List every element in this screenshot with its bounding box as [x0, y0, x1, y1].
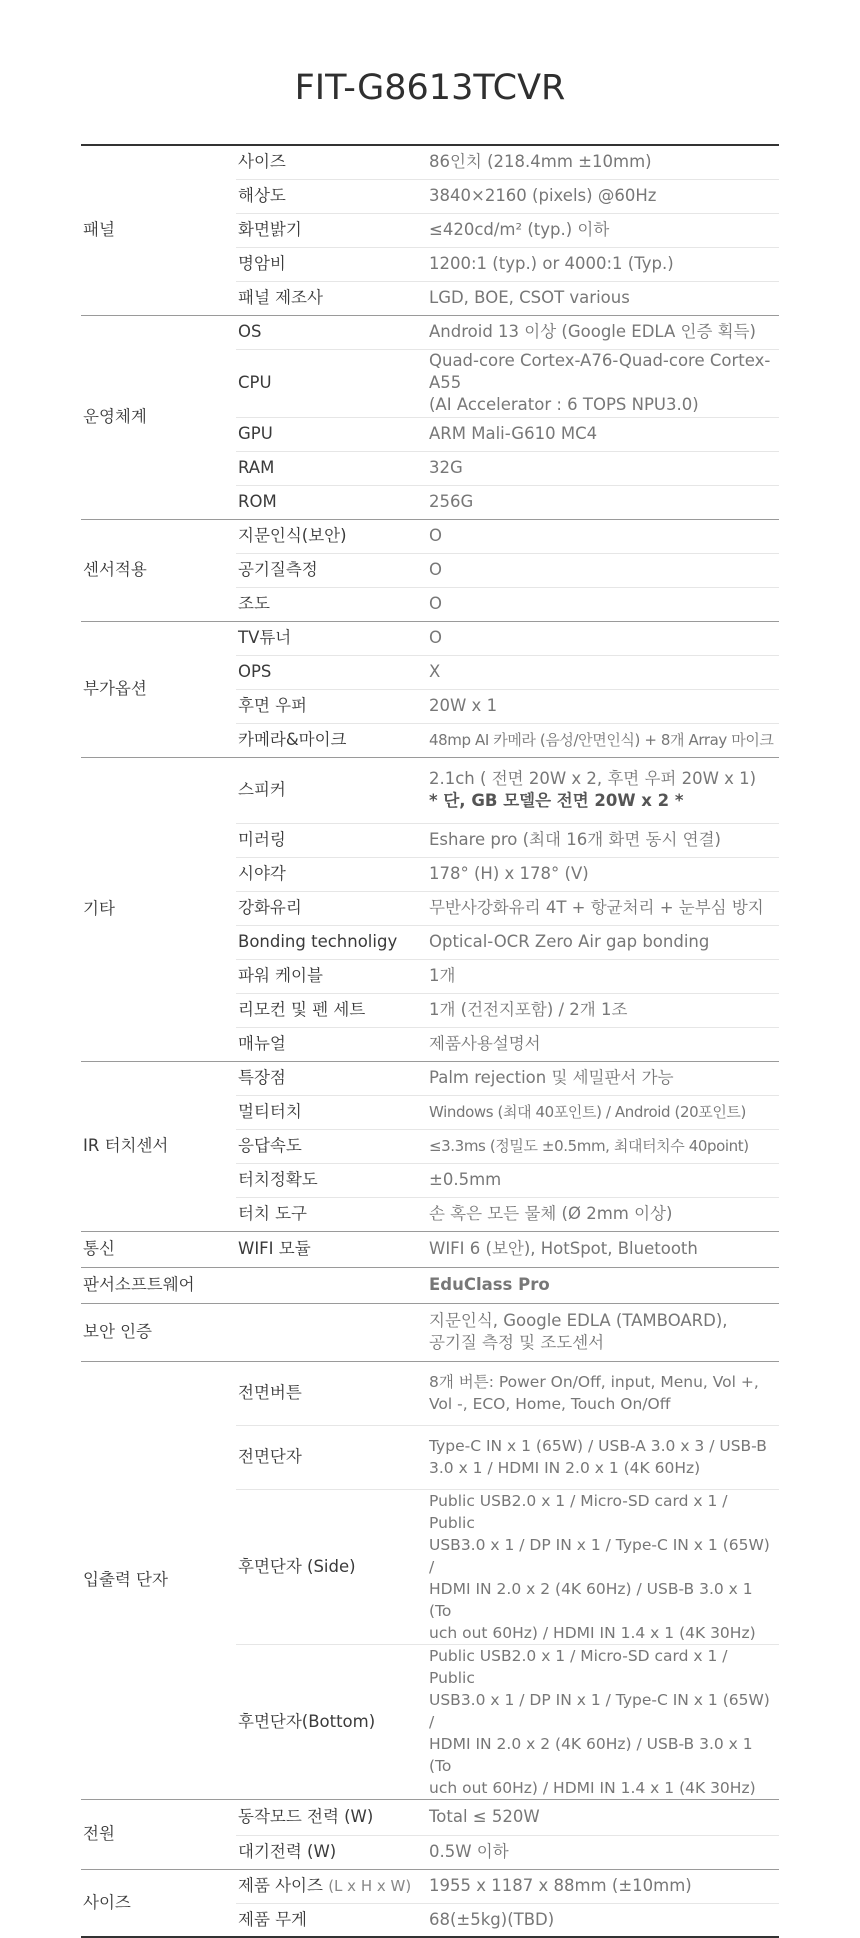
- category-power: 전원: [81, 1799, 236, 1869]
- category-comm: 통신: [81, 1231, 236, 1267]
- spec-value: 68(±5kg)(TBD): [429, 1909, 555, 1929]
- spec-label: 시야각: [236, 857, 427, 891]
- spec-value: LGD, BOE, CSOT various: [429, 288, 630, 307]
- spec-value: Android 13 이상 (Google EDLA 인증 획득): [427, 315, 779, 349]
- spec-label: ROM: [238, 492, 277, 511]
- spec-value: 1개 (건전지포함) / 2개 1조: [427, 993, 779, 1027]
- spec-value: ±0.5mm: [427, 1163, 779, 1197]
- spec-label: 터치정확도: [236, 1163, 427, 1197]
- spec-value: Public USB2.0 x 1 / Micro-SD card x 1 / Public USB3.0 x 1 / DP IN x 1 / Type-C IN x 1 (65W) / HDMI IN 2.0 x 2 (4K 60Hz) / USB-B 3.0 x 1 (To uch out 60Hz) / HDMI IN 1.4 x 1 (4K 30Hz): [427, 1489, 779, 1644]
- spec-value: WIFI 6 (보안), HotSpot, Bluetooth: [427, 1231, 779, 1267]
- spec-label: 파워 케이블: [236, 959, 427, 993]
- spec-label: 리모컨 및 펜 세트: [236, 993, 427, 1027]
- spec-value: 1개: [427, 959, 779, 993]
- spec-value: Public USB2.0 x 1 / Micro-SD card x 1 / Public USB3.0 x 1 / DP IN x 1 / Type-C IN x 1 (65W) / HDMI IN 2.0 x 2 (4K 60Hz) / USB-B 3.0 x 1 (To uch out 60Hz) / HDMI IN 1.4 x 1 (4K 30Hz): [429, 1646, 770, 1797]
- spec-value: 3840×2160 (pixels) @60Hz: [427, 179, 779, 213]
- spec-label: 지문인식(보안): [236, 519, 427, 553]
- spec-label: 대기전력 (W): [238, 1842, 337, 1861]
- spec-label: 해상도: [236, 179, 427, 213]
- spec-value: 1955 x 1187 x 88mm (±10mm): [427, 1869, 779, 1903]
- spec-value: O: [429, 594, 442, 613]
- spec-label: 전면단자: [236, 1425, 427, 1489]
- spec-label: 매뉴얼: [238, 1034, 286, 1053]
- spec-value: 무반사강화유리 4T + 항균처리 + 눈부심 방지: [427, 891, 779, 925]
- spec-value: 178° (H) x 178° (V): [427, 857, 779, 891]
- spec-label: 미러링: [236, 823, 427, 857]
- spec-label: 스피커: [236, 757, 427, 823]
- spec-label: 강화유리: [236, 891, 427, 925]
- spec-value: Eshare pro (최대 16개 화면 동시 연결): [427, 823, 779, 857]
- spec-label: [236, 1267, 427, 1303]
- category-sensor: 센서적용: [81, 519, 236, 621]
- spec-value: 지문인식, Google EDLA (TAMBOARD), 공기질 측정 및 조도센서: [427, 1303, 779, 1361]
- category-ir-touch: IR 터치센서: [81, 1061, 236, 1231]
- spec-label: [236, 1303, 427, 1361]
- spec-value: ≤3.3ms (정밀도 ±0.5mm, 최대터치수 40point): [427, 1129, 779, 1163]
- spec-value: X: [427, 655, 779, 689]
- spec-label: 패널 제조사: [238, 288, 323, 307]
- spec-value: Optical-OCR Zero Air gap bonding: [427, 925, 779, 959]
- category-io: 입출력 단자: [81, 1361, 236, 1799]
- spec-value: 8개 버튼: Power On/Off, input, Menu, Vol +, Vol -, ECO, Home, Touch On/Off: [427, 1361, 779, 1425]
- spec-label: 사이즈: [236, 145, 427, 179]
- spec-value: 86인치 (218.4mm ±10mm): [427, 145, 779, 179]
- spec-label: 멀티터치: [236, 1095, 427, 1129]
- spec-label: 후면 우퍼: [236, 689, 427, 723]
- spec-value: Palm rejection 및 세밀판서 가능: [427, 1061, 779, 1095]
- category-options: 부가옵션: [81, 621, 236, 757]
- category-security-cert: 보안 인증: [81, 1303, 236, 1361]
- spec-value: 2.1ch ( 전면 20W x 2, 후면 우퍼 20W x 1) * 단, GB 모델은 전면 20W x 2 *: [427, 757, 779, 823]
- spec-label: CPU: [236, 349, 427, 417]
- page-title: FIT-G8613TCVR: [294, 68, 566, 108]
- spec-value: ≤420cd/m² (typ.) 이하: [427, 213, 779, 247]
- spec-value: 20W x 1: [427, 689, 779, 723]
- spec-label: 후면단자(Bottom): [238, 1711, 376, 1731]
- spec-label: GPU: [236, 417, 427, 451]
- spec-value: 256G: [429, 492, 474, 511]
- spec-label: RAM: [236, 451, 427, 485]
- category-os: 운영체계: [81, 315, 236, 519]
- spec-value: 손 혹은 모든 물체 (Ø 2mm 이상): [429, 1204, 673, 1223]
- spec-label: 조도: [238, 594, 270, 613]
- spec-value: 32G: [427, 451, 779, 485]
- spec-label: 화면밝기: [236, 213, 427, 247]
- category-etc: 기타: [81, 757, 236, 1061]
- spec-label: 특장점: [236, 1061, 427, 1095]
- spec-label: 공기질측정: [236, 553, 427, 587]
- spec-value: O: [427, 621, 779, 655]
- spec-value: Quad-core Cortex-A76-Quad-core Cortex-A55 (AI Accelerator : 6 TOPS NPU3.0): [427, 349, 779, 417]
- spec-value: 제품사용설명서: [429, 1034, 541, 1053]
- spec-label: Bonding technoligy: [236, 925, 427, 959]
- spec-note: * 단, GB 모델은 전면 20W x 2 *: [429, 791, 684, 810]
- spec-value: O: [427, 553, 779, 587]
- spec-label: 카메라&마이크: [238, 730, 347, 749]
- spec-value: ARM Mali-G610 MC4: [427, 417, 779, 451]
- spec-value: EduClass Pro: [427, 1267, 779, 1303]
- spec-value: 0.5W 이하: [429, 1842, 509, 1861]
- spec-label: OS: [236, 315, 427, 349]
- spec-value: Total ≤ 520W: [427, 1799, 779, 1835]
- spec-value: Type-C IN x 1 (65W) / USB-A 3.0 x 3 / USB-B 3.0 x 1 / HDMI IN 2.0 x 1 (4K 60Hz): [427, 1425, 779, 1489]
- spec-label: 제품 사이즈 (L x H x W): [236, 1869, 427, 1903]
- spec-label: 명암비: [236, 247, 427, 281]
- spec-label: 동작모드 전력 (W): [236, 1799, 427, 1835]
- spec-label: 제품 무게: [238, 1909, 308, 1929]
- spec-value: O: [427, 519, 779, 553]
- spec-label: 터치 도구: [238, 1204, 308, 1223]
- spec-label: 후면단자 (Side): [236, 1489, 427, 1644]
- spec-value: 48mp AI 카메라 (음성/안면인식) + 8개 Array 마이크: [429, 731, 774, 749]
- category-size: 사이즈: [81, 1869, 236, 1937]
- spec-value: 1200:1 (typ.) or 4000:1 (Typ.): [427, 247, 779, 281]
- spec-label: TV튜너: [236, 621, 427, 655]
- spec-value: Windows (최대 40포인트) / Android (20포인트): [427, 1095, 779, 1129]
- spec-label: 응답속도: [236, 1129, 427, 1163]
- spec-label: OPS: [236, 655, 427, 689]
- category-panel: 패널: [83, 220, 115, 240]
- spec-table: [81, 144, 779, 1938]
- category-software: 판서소프트웨어: [81, 1267, 236, 1303]
- spec-label: 전면버튼: [236, 1361, 427, 1425]
- spec-label: WIFI 모듈: [236, 1231, 427, 1267]
